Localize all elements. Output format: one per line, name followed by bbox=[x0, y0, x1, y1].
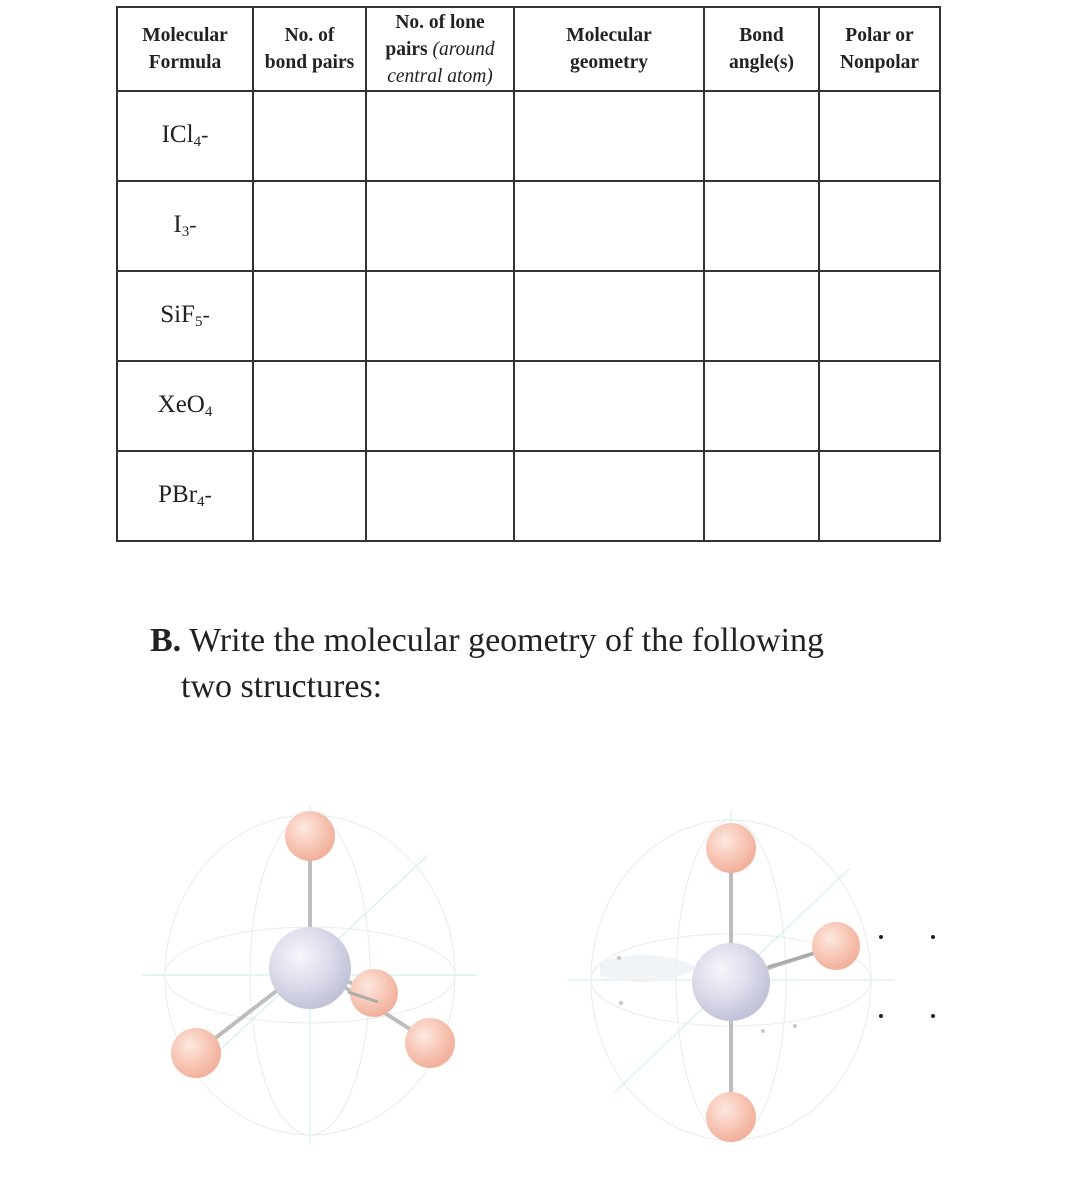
lone-pair-dot bbox=[761, 1029, 765, 1033]
formula-main: SiF bbox=[160, 301, 195, 328]
formula-charge: - bbox=[204, 482, 212, 507]
header-text: Molecular bbox=[566, 25, 652, 46]
structure-2 bbox=[568, 810, 935, 1145]
header-text-italic: (around bbox=[432, 38, 495, 60]
header-text: Molecular bbox=[142, 25, 228, 46]
formula-subscript: 4 bbox=[193, 134, 202, 150]
lone-pair-lobe bbox=[600, 955, 700, 982]
formula-main: PBr bbox=[158, 481, 198, 508]
outer-atom bbox=[285, 811, 335, 861]
lone-pair-dot bbox=[619, 1001, 623, 1005]
header-text: angle(s) bbox=[729, 52, 794, 73]
lone-pair-dot bbox=[793, 1024, 797, 1028]
outer-atom bbox=[405, 1018, 455, 1068]
formula-subscript: 3 bbox=[181, 224, 190, 240]
outer-atom bbox=[171, 1028, 221, 1078]
header-text: pairs bbox=[385, 38, 433, 60]
central-atom bbox=[692, 943, 770, 1021]
formula-main: XeO bbox=[157, 391, 205, 418]
bond-line-front bbox=[768, 953, 815, 967]
structure-1 bbox=[142, 805, 478, 1145]
central-atom bbox=[269, 927, 351, 1009]
outer-atom bbox=[350, 969, 398, 1017]
outer-atom bbox=[706, 1092, 756, 1142]
lone-pair-dot bbox=[617, 956, 621, 960]
header-text: No. of bbox=[284, 25, 335, 46]
formula-main: ICl bbox=[161, 121, 194, 148]
formula-charge: - bbox=[201, 122, 209, 147]
formula-subscript: 4 bbox=[197, 494, 205, 510]
header-text: bond pairs bbox=[264, 52, 355, 73]
outer-atom bbox=[706, 823, 756, 873]
header-text: Formula bbox=[148, 52, 222, 73]
formula-charge: - bbox=[189, 212, 197, 237]
header-text: Polar or bbox=[845, 25, 914, 46]
section-b-text: Write the molecular geometry of the following bbox=[189, 622, 825, 659]
header-text: Bond bbox=[739, 25, 784, 46]
section-b-label: B. bbox=[150, 622, 182, 659]
lone-pair-dots bbox=[879, 935, 935, 1018]
formula-charge: - bbox=[202, 302, 210, 327]
section-b-text-continued: two structures: bbox=[181, 668, 383, 705]
header-text: geometry bbox=[570, 52, 648, 73]
outer-atom bbox=[812, 922, 860, 970]
header-text-italic: central atom) bbox=[387, 65, 493, 87]
formula-subscript: 5 bbox=[194, 314, 203, 330]
formula-main: I bbox=[173, 211, 182, 238]
formula-subscript: 4 bbox=[204, 404, 213, 420]
header-text: Nonpolar bbox=[839, 52, 920, 73]
header-text: No. of lone bbox=[395, 11, 485, 33]
